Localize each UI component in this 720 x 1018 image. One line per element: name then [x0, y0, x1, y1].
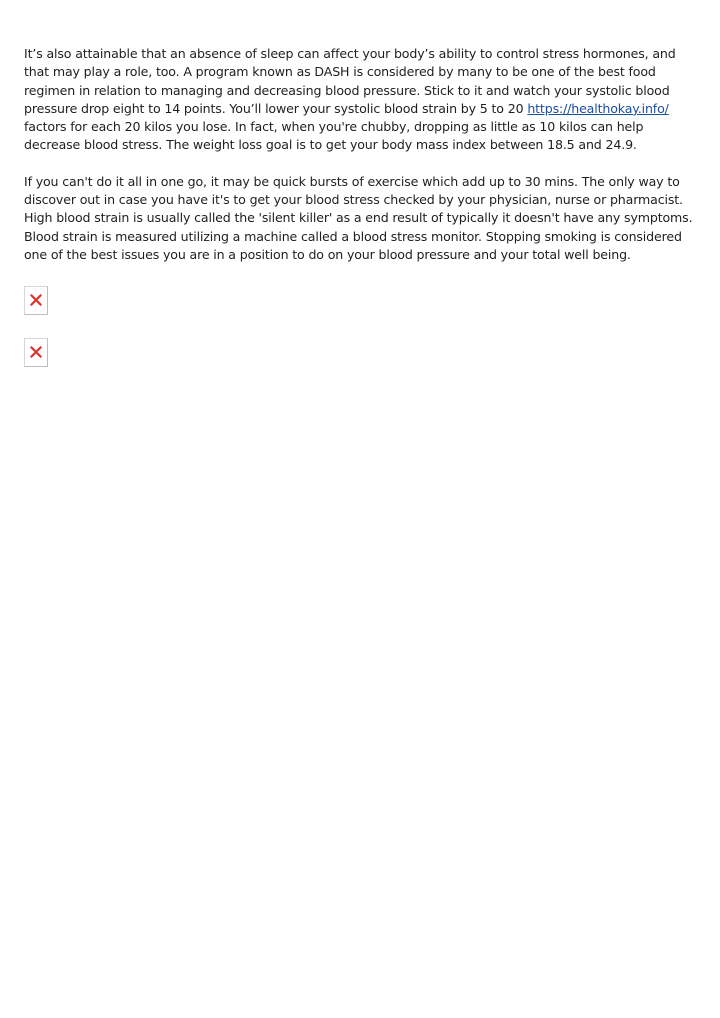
- broken-image-icon: [30, 346, 42, 358]
- healthokay-link[interactable]: https://healthokay.info/: [527, 100, 669, 116]
- broken-image-placeholder-1: [24, 286, 48, 315]
- paragraph-1-text-start: It’s also attainable that an absence of sleep can affect your body’s ability to control stress hormones, and that may play a role, too. A program known as DASH is considered by many to be one of the best food regimen in relation to managing and decreasing blood pressure. Stick to it and watch your systolic blood pressure drop eight to 14 points. You’ll lower your systolic blood strain by 5 to 20: [24, 46, 676, 116]
- broken-image-icon: [30, 294, 42, 306]
- paragraph-2: If you can't do it all in one go, it may be quick bursts of exercise which add up to 30 mins. The only way to discover out in case you have it's to get your blood stress checked by your physician, nurse or pharmacist. High blood strain is usually called the 'silent killer' as a end result of typically it doesn't have any symptoms. Blood strain is measured utilizing a machine called a blood stress monitor. Stopping smoking is considered one of the best issues you are in a position to do on your blood pressure and your total well being.: [24, 173, 693, 262]
- paragraph-1: [24, 45, 700, 155]
- paragraph-1-text-end: factors for each 20 kilos you lose. In fact, when you're chubby, dropping as little as 10 kilos can help decrease blood stress. The weight loss goal is to get your body mass index between 18.5 and 24.9.: [24, 119, 644, 153]
- article-body: [24, 45, 700, 264]
- broken-image-placeholder-2: [24, 338, 48, 367]
